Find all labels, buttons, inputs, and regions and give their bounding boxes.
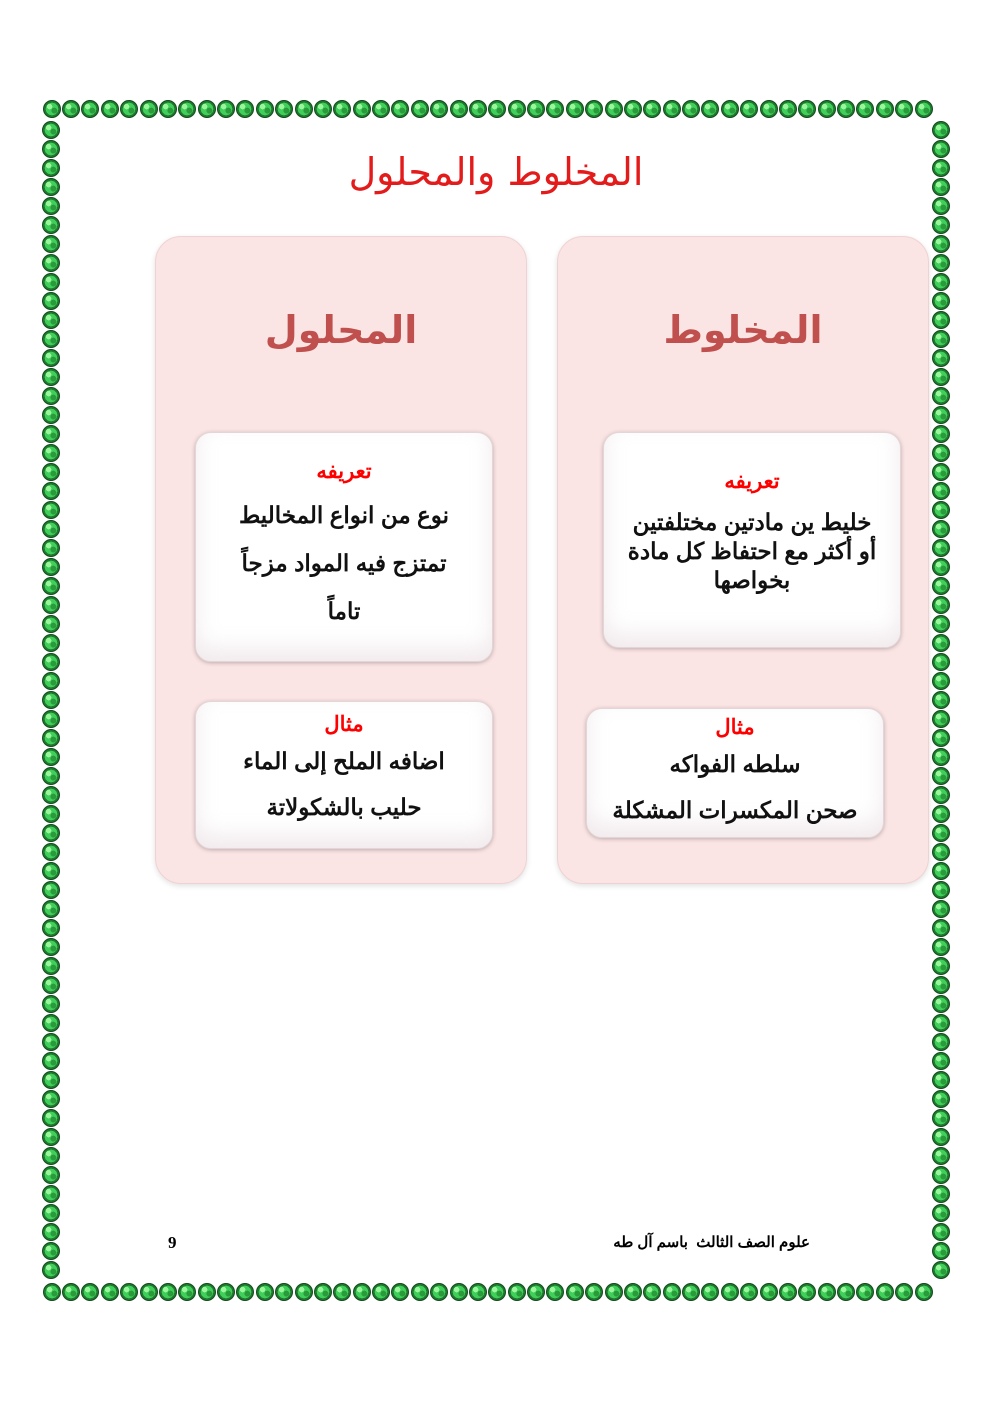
globe-icon bbox=[932, 995, 950, 1013]
globe-icon bbox=[42, 349, 60, 367]
globe-icon bbox=[932, 919, 950, 937]
globe-icon bbox=[42, 1014, 60, 1032]
globe-icon bbox=[932, 330, 950, 348]
globe-icon bbox=[236, 100, 254, 118]
globe-icon bbox=[42, 197, 60, 215]
globe-icon bbox=[411, 1283, 429, 1301]
solution-definition-card bbox=[195, 432, 493, 662]
globe-icon bbox=[178, 1283, 196, 1301]
globe-icon bbox=[663, 1283, 681, 1301]
globe-icon bbox=[42, 1109, 60, 1127]
globe-icon bbox=[62, 1283, 80, 1301]
globe-icon bbox=[391, 100, 409, 118]
globe-icon bbox=[932, 1128, 950, 1146]
globe-icon bbox=[198, 1283, 216, 1301]
globe-icon bbox=[42, 216, 60, 234]
globe-icon bbox=[932, 292, 950, 310]
globe-icon bbox=[760, 1283, 778, 1301]
globe-icon bbox=[450, 1283, 468, 1301]
globe-icon bbox=[42, 463, 60, 481]
globe-icon bbox=[42, 1166, 60, 1184]
globe-icon bbox=[932, 368, 950, 386]
globe-icon bbox=[932, 691, 950, 709]
globe-icon bbox=[42, 938, 60, 956]
globe-icon bbox=[42, 672, 60, 690]
globe-icon bbox=[605, 1283, 623, 1301]
solution-definition-line: تاماً bbox=[327, 598, 361, 624]
globe-icon bbox=[295, 1283, 313, 1301]
globe-icon bbox=[42, 235, 60, 253]
globe-icon bbox=[353, 100, 371, 118]
globe-icon bbox=[275, 1283, 293, 1301]
globe-icon bbox=[295, 100, 313, 118]
globe-icon bbox=[932, 406, 950, 424]
globe-icon bbox=[42, 1128, 60, 1146]
globe-icon bbox=[42, 862, 60, 880]
page-border-top bbox=[42, 100, 933, 118]
globe-icon bbox=[42, 919, 60, 937]
mixture-definition-label: تعريفه bbox=[724, 470, 780, 493]
globe-icon bbox=[178, 100, 196, 118]
globe-icon bbox=[932, 197, 950, 215]
globe-icon bbox=[932, 349, 950, 367]
globe-icon bbox=[779, 100, 797, 118]
globe-icon bbox=[333, 1283, 351, 1301]
globe-icon bbox=[682, 100, 700, 118]
globe-icon bbox=[932, 1185, 950, 1203]
globe-icon bbox=[932, 805, 950, 823]
globe-icon bbox=[856, 100, 874, 118]
globe-icon bbox=[932, 1071, 950, 1089]
globe-icon bbox=[932, 862, 950, 880]
globe-icon bbox=[932, 425, 950, 443]
globe-icon bbox=[837, 1283, 855, 1301]
globe-icon bbox=[42, 482, 60, 500]
globe-icon bbox=[81, 1283, 99, 1301]
globe-icon bbox=[876, 100, 894, 118]
globe-icon bbox=[42, 539, 60, 557]
globe-icon bbox=[605, 100, 623, 118]
globe-icon bbox=[932, 710, 950, 728]
globe-icon bbox=[566, 100, 584, 118]
globe-icon bbox=[120, 100, 138, 118]
globe-icon bbox=[527, 1283, 545, 1301]
globe-icon bbox=[932, 520, 950, 538]
globe-icon bbox=[721, 1283, 739, 1301]
globe-icon bbox=[932, 729, 950, 747]
mixture-example-line: صحن المكسرات المشكلة bbox=[612, 797, 858, 823]
globe-icon bbox=[42, 824, 60, 842]
globe-icon bbox=[682, 1283, 700, 1301]
globe-icon bbox=[42, 1204, 60, 1222]
globe-icon bbox=[488, 100, 506, 118]
globe-icon bbox=[42, 1242, 60, 1260]
solution-heading: المحلول bbox=[264, 308, 418, 352]
globe-icon bbox=[932, 216, 950, 234]
globe-icon bbox=[42, 444, 60, 462]
globe-icon bbox=[932, 463, 950, 481]
globe-icon bbox=[42, 1223, 60, 1241]
globe-icon bbox=[42, 786, 60, 804]
globe-icon bbox=[932, 786, 950, 804]
globe-icon bbox=[932, 1204, 950, 1222]
solution-example-line: اضافه الملح إلى الماء bbox=[243, 748, 445, 774]
globe-icon bbox=[81, 100, 99, 118]
globe-icon bbox=[915, 1283, 933, 1301]
globe-icon bbox=[42, 425, 60, 443]
globe-icon bbox=[701, 100, 719, 118]
globe-icon bbox=[42, 805, 60, 823]
globe-icon bbox=[275, 100, 293, 118]
globe-icon bbox=[333, 100, 351, 118]
globe-icon bbox=[42, 976, 60, 994]
globe-icon bbox=[256, 1283, 274, 1301]
globe-icon bbox=[314, 1283, 332, 1301]
globe-icon bbox=[740, 100, 758, 118]
globe-icon bbox=[198, 100, 216, 118]
globe-icon bbox=[546, 100, 564, 118]
globe-icon bbox=[217, 1283, 235, 1301]
page-border-right bbox=[932, 120, 950, 1279]
globe-icon bbox=[42, 634, 60, 652]
globe-icon bbox=[932, 311, 950, 329]
globe-icon bbox=[42, 368, 60, 386]
globe-icon bbox=[932, 957, 950, 975]
globe-icon bbox=[42, 501, 60, 519]
mixture-example-label: مثال bbox=[715, 716, 755, 739]
globe-icon bbox=[895, 1283, 913, 1301]
globe-icon bbox=[527, 100, 545, 118]
globe-icon bbox=[932, 843, 950, 861]
globe-icon bbox=[932, 501, 950, 519]
globe-icon bbox=[42, 843, 60, 861]
globe-icon bbox=[42, 387, 60, 405]
globe-icon bbox=[42, 121, 60, 139]
globe-icon bbox=[42, 520, 60, 538]
page-title: المخلوط والمحلول bbox=[348, 150, 644, 194]
globe-icon bbox=[42, 900, 60, 918]
globe-icon bbox=[159, 1283, 177, 1301]
globe-icon bbox=[42, 710, 60, 728]
globe-icon bbox=[895, 100, 913, 118]
page-border-bottom bbox=[42, 1283, 933, 1301]
globe-icon bbox=[932, 121, 950, 139]
globe-icon bbox=[932, 653, 950, 671]
mixture-definition-card bbox=[603, 432, 901, 648]
mixture-definition-line: بخواصها bbox=[713, 567, 791, 593]
globe-icon bbox=[932, 444, 950, 462]
globe-icon bbox=[932, 387, 950, 405]
globe-icon bbox=[932, 1261, 950, 1279]
globe-icon bbox=[508, 100, 526, 118]
globe-icon bbox=[915, 100, 933, 118]
globe-icon bbox=[42, 1185, 60, 1203]
globe-icon bbox=[932, 1223, 950, 1241]
globe-icon bbox=[42, 273, 60, 291]
globe-icon bbox=[42, 311, 60, 329]
solution-definition-line: نوع من انواع المخاليط bbox=[238, 502, 450, 528]
globe-icon bbox=[779, 1283, 797, 1301]
globe-icon bbox=[508, 1283, 526, 1301]
globe-icon bbox=[42, 330, 60, 348]
globe-icon bbox=[932, 1033, 950, 1051]
globe-icon bbox=[740, 1283, 758, 1301]
solution-example-card bbox=[195, 701, 493, 849]
globe-icon bbox=[798, 100, 816, 118]
globe-icon bbox=[101, 100, 119, 118]
globe-icon bbox=[643, 1283, 661, 1301]
globe-icon bbox=[42, 577, 60, 595]
globe-icon bbox=[372, 1283, 390, 1301]
globe-icon bbox=[42, 691, 60, 709]
globe-icon bbox=[932, 767, 950, 785]
page-number: 9 bbox=[168, 1233, 177, 1252]
globe-icon bbox=[932, 482, 950, 500]
globe-icon bbox=[932, 539, 950, 557]
globe-icon bbox=[450, 100, 468, 118]
globe-icon bbox=[837, 100, 855, 118]
globe-icon bbox=[932, 900, 950, 918]
globe-icon bbox=[818, 1283, 836, 1301]
globe-icon bbox=[140, 1283, 158, 1301]
globe-icon bbox=[469, 100, 487, 118]
globe-icon bbox=[236, 1283, 254, 1301]
globe-icon bbox=[42, 1071, 60, 1089]
globe-icon bbox=[391, 1283, 409, 1301]
globe-icon bbox=[585, 100, 603, 118]
mixture-heading: المخلوط bbox=[663, 308, 823, 352]
globe-icon bbox=[42, 1033, 60, 1051]
globe-icon bbox=[469, 1283, 487, 1301]
globe-icon bbox=[663, 100, 681, 118]
globe-icon bbox=[42, 615, 60, 633]
globe-icon bbox=[932, 976, 950, 994]
globe-icon bbox=[932, 235, 950, 253]
globe-icon bbox=[430, 100, 448, 118]
globe-icon bbox=[760, 100, 778, 118]
globe-icon bbox=[42, 881, 60, 899]
globe-icon bbox=[932, 748, 950, 766]
globe-icon bbox=[256, 100, 274, 118]
globe-icon bbox=[42, 1052, 60, 1070]
globe-icon bbox=[42, 596, 60, 614]
globe-icon bbox=[643, 100, 661, 118]
footer-caption: علوم الصف الثالث باسم آل طه bbox=[613, 1234, 810, 1251]
globe-icon bbox=[372, 100, 390, 118]
globe-icon bbox=[159, 100, 177, 118]
mixture-definition-line: أو أكثر مع احتفاظ كل مادة bbox=[627, 538, 877, 564]
globe-icon bbox=[932, 1242, 950, 1260]
globe-icon bbox=[120, 1283, 138, 1301]
globe-icon bbox=[701, 1283, 719, 1301]
globe-icon bbox=[932, 1166, 950, 1184]
globe-icon bbox=[430, 1283, 448, 1301]
globe-icon bbox=[932, 558, 950, 576]
globe-icon bbox=[932, 672, 950, 690]
globe-icon bbox=[42, 406, 60, 424]
globe-icon bbox=[624, 1283, 642, 1301]
globe-icon bbox=[42, 729, 60, 747]
globe-icon bbox=[932, 1109, 950, 1127]
globe-icon bbox=[932, 824, 950, 842]
globe-icon bbox=[932, 254, 950, 272]
globe-icon bbox=[43, 1283, 61, 1301]
globe-icon bbox=[42, 995, 60, 1013]
globe-icon bbox=[932, 1014, 950, 1032]
globe-icon bbox=[932, 577, 950, 595]
globe-icon bbox=[721, 100, 739, 118]
globe-icon bbox=[101, 1283, 119, 1301]
globe-icon bbox=[488, 1283, 506, 1301]
globe-icon bbox=[43, 100, 61, 118]
solution-example-line: حليب بالشكولاتة bbox=[266, 794, 422, 820]
solution-definition-label: تعريفه bbox=[316, 460, 372, 483]
globe-icon bbox=[932, 615, 950, 633]
globe-icon bbox=[932, 1090, 950, 1108]
globe-icon bbox=[932, 881, 950, 899]
globe-icon bbox=[42, 653, 60, 671]
globe-icon bbox=[876, 1283, 894, 1301]
globe-icon bbox=[624, 100, 642, 118]
globe-icon bbox=[42, 767, 60, 785]
mixture-example-line: سلطه الفواكه bbox=[669, 751, 801, 777]
globe-icon bbox=[932, 938, 950, 956]
globe-icon bbox=[314, 100, 332, 118]
globe-icon bbox=[42, 957, 60, 975]
globe-icon bbox=[42, 1090, 60, 1108]
globe-icon bbox=[932, 634, 950, 652]
solution-example-label: مثال bbox=[324, 713, 364, 736]
globe-icon bbox=[42, 1147, 60, 1165]
globe-icon bbox=[62, 100, 80, 118]
mixture-example-card bbox=[586, 708, 884, 838]
globe-icon bbox=[42, 254, 60, 272]
globe-icon bbox=[818, 100, 836, 118]
globe-icon bbox=[411, 100, 429, 118]
globe-icon bbox=[585, 1283, 603, 1301]
globe-icon bbox=[932, 596, 950, 614]
globe-icon bbox=[932, 273, 950, 291]
globe-icon bbox=[566, 1283, 584, 1301]
globe-icon bbox=[856, 1283, 874, 1301]
globe-icon bbox=[42, 748, 60, 766]
globe-icon bbox=[42, 292, 60, 310]
globe-icon bbox=[932, 1052, 950, 1070]
globe-icon bbox=[42, 558, 60, 576]
page-border-left bbox=[42, 120, 60, 1279]
solution-definition-line: تمتزج فيه المواد مزجاً bbox=[241, 550, 447, 576]
globe-icon bbox=[42, 1261, 60, 1279]
globe-icon bbox=[140, 100, 158, 118]
globe-icon bbox=[932, 1147, 950, 1165]
globe-icon bbox=[798, 1283, 816, 1301]
globe-icon bbox=[546, 1283, 564, 1301]
globe-icon bbox=[217, 100, 235, 118]
globe-icon bbox=[353, 1283, 371, 1301]
mixture-definition-line: خليط ين مادتين مختلفتين bbox=[632, 509, 872, 535]
